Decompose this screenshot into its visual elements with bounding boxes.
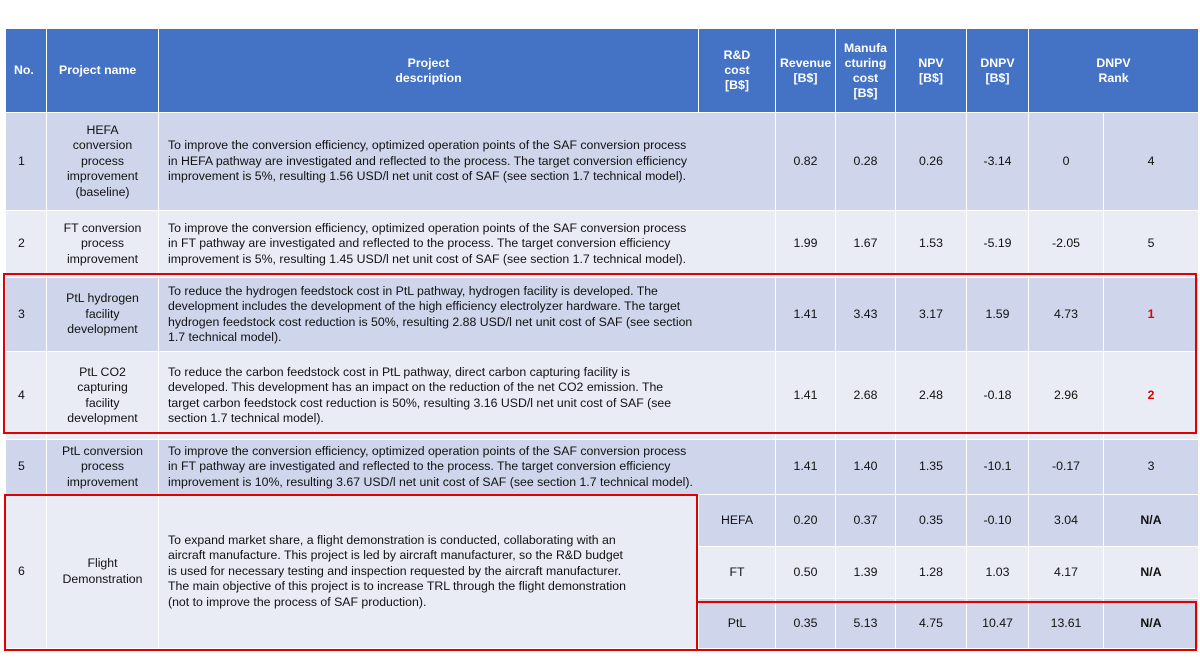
text-line: improvement is 10%, resulting 3.67 USD/l net unit cost of SAF (see section 1.7 technical model). bbox=[168, 474, 693, 489]
text-line: in FT pathway are investigated and reflected to the process. The target conversion efficiency bbox=[168, 459, 671, 474]
cell-revenue: 5.13 bbox=[836, 599, 896, 649]
cell-dnpv: 13.61 bbox=[1029, 599, 1104, 649]
text-line: process bbox=[80, 236, 125, 251]
cell-project-name bbox=[47, 495, 159, 649]
header-manufacturing-cost: Manufa cturing cost [B$] bbox=[836, 29, 896, 113]
text-line: To reduce the hydrogen feedstock cost in PtL pathway, hydrogen facility is developed. The bbox=[168, 283, 658, 298]
cell-dnpv-rank: 3 bbox=[1104, 440, 1199, 495]
cell-description bbox=[159, 495, 699, 649]
cell-revenue: 0.37 bbox=[836, 495, 896, 547]
cell-revenue: 3.43 bbox=[836, 278, 896, 352]
text-line: improvement is 5%, resulting 1.56 USD/l net unit cost of SAF (see section 1.7 technical model). bbox=[168, 169, 687, 184]
text-line: Flight bbox=[87, 556, 118, 570]
cell-manufacturing-cost: 2.48 bbox=[896, 352, 967, 440]
cell-dnpv: 4.17 bbox=[1029, 547, 1104, 599]
text-line: improvement is 5%, resulting 1.45 USD/l net unit cost of SAF (see section 1.7 technical model). bbox=[168, 251, 687, 266]
cell-npv: -5.19 bbox=[967, 211, 1029, 278]
text-line: PtL hydrogen bbox=[66, 291, 139, 306]
table-row bbox=[6, 440, 1199, 495]
cell-revenue: 1.40 bbox=[836, 440, 896, 495]
cell-dnpv: 4.73 bbox=[1029, 278, 1104, 352]
text-line: developed. This development has an impact on the reduction of the net CO2 emission. The bbox=[168, 380, 664, 394]
cell-npv: -0.18 bbox=[967, 352, 1029, 440]
text-line: Demonstration bbox=[62, 571, 143, 586]
text-line: 1.7 technical model). bbox=[168, 330, 282, 344]
text-line: (not to improve the process of SAF production). bbox=[168, 594, 427, 609]
text-line: improvement bbox=[66, 474, 139, 489]
cell-description bbox=[159, 440, 776, 495]
cell-project-name bbox=[47, 278, 159, 352]
cell-no: 4 bbox=[6, 352, 47, 440]
cell-description bbox=[159, 352, 776, 440]
cell-npv: 10.47 bbox=[967, 599, 1029, 649]
cell-dnpv-rank: 2 bbox=[1104, 352, 1199, 440]
cell-manufacturing-cost: 1.28 bbox=[896, 547, 967, 599]
table-row bbox=[6, 113, 1199, 211]
header-row bbox=[6, 29, 1199, 113]
text-line: PtL CO2 bbox=[79, 364, 126, 379]
text-line: (baseline) bbox=[75, 184, 130, 199]
text-line: FT conversion bbox=[63, 220, 142, 235]
text-line: To improve the conversion efficiency, optimized operation points of the SAF conversion process bbox=[168, 443, 687, 458]
table-row bbox=[6, 211, 1199, 278]
text-line: capturing bbox=[77, 380, 128, 394]
cell-rd-cost: 1.41 bbox=[776, 440, 836, 495]
text-line: section 1.7 technical model). bbox=[168, 411, 324, 425]
table-row bbox=[6, 352, 1199, 440]
header-npv: NPV [B$] bbox=[896, 29, 967, 113]
cell-dnpv: -0.17 bbox=[1029, 440, 1104, 495]
cell-no: 1 bbox=[6, 113, 47, 211]
cell-dnpv-rank: 1 bbox=[1104, 278, 1199, 352]
cell-description bbox=[159, 278, 776, 352]
cell-manufacturing-cost: 4.75 bbox=[896, 599, 967, 649]
cell-npv: 1.03 bbox=[967, 547, 1029, 599]
cell-dnpv: 0 bbox=[1029, 113, 1104, 211]
header-project-description: Project description bbox=[159, 29, 699, 113]
cell-pathway: FT bbox=[699, 547, 776, 599]
project-table bbox=[5, 28, 1199, 649]
cell-no: 2 bbox=[6, 211, 47, 278]
text-line: To expand market share, a flight demonstration is conducted, collaborating with an bbox=[168, 532, 616, 547]
cell-revenue: 1.39 bbox=[836, 547, 896, 599]
cell-rd-cost: 1.41 bbox=[776, 352, 836, 440]
text-line: facility bbox=[85, 306, 120, 321]
cell-no: 5 bbox=[6, 440, 47, 495]
cell-dnpv-rank: 5 bbox=[1104, 211, 1199, 278]
text-line: target carbon feedstock cost reduction is 50%, resulting 3.16 USD/l net unit cost of SAF (see bbox=[168, 395, 672, 410]
text-line: in HEFA pathway are investigated and reflected to the process. The target conversion efficiency bbox=[168, 153, 688, 168]
cell-rd-cost: 0.82 bbox=[776, 113, 836, 211]
cell-rd-cost: 0.20 bbox=[776, 495, 836, 547]
slide bbox=[5, 28, 1198, 649]
table-row bbox=[6, 278, 1199, 352]
header-dnpv: DNPV [B$] bbox=[967, 29, 1029, 113]
cell-rd-cost: 0.50 bbox=[776, 547, 836, 599]
text-line: improvement bbox=[66, 169, 139, 184]
text-line: process bbox=[80, 153, 125, 168]
cell-revenue: 1.67 bbox=[836, 211, 896, 278]
cell-description bbox=[159, 113, 776, 211]
text-line: process bbox=[80, 459, 125, 474]
cell-dnpv-rank: 4 bbox=[1104, 113, 1199, 211]
cell-project-name bbox=[47, 352, 159, 440]
cell-project-name bbox=[47, 211, 159, 278]
cell-manufacturing-cost: 1.53 bbox=[896, 211, 967, 278]
cell-dnpv: -2.05 bbox=[1029, 211, 1104, 278]
text-line: hydrogen feedstock cost reduction is 50%, resulting 2.88 USD/l net unit cost of SAF (see section bbox=[168, 314, 693, 329]
cell-description bbox=[159, 211, 776, 278]
text-line: in FT pathway are investigated and reflected to the process. The target conversion efficiency bbox=[168, 236, 671, 251]
text-line: development includes the development of the high efficiency electrolyzer hardware. The target bbox=[168, 299, 681, 313]
text-line: facility bbox=[85, 395, 120, 410]
text-line: is used for necessary testing and inspection requested by the aircraft manufacturer. bbox=[168, 563, 622, 578]
cell-rd-cost: 1.99 bbox=[776, 211, 836, 278]
cell-manufacturing-cost: 1.35 bbox=[896, 440, 967, 495]
cell-npv: -10.1 bbox=[967, 440, 1029, 495]
cell-manufacturing-cost: 3.17 bbox=[896, 278, 967, 352]
cell-revenue: 0.28 bbox=[836, 113, 896, 211]
cell-npv: -3.14 bbox=[967, 113, 1029, 211]
header-dnpv-rank: DNPV Rank bbox=[1029, 29, 1199, 113]
cell-manufacturing-cost: 0.35 bbox=[896, 495, 967, 547]
text-line: development bbox=[67, 322, 138, 337]
cell-project-name bbox=[47, 440, 159, 495]
text-line: HEFA bbox=[86, 122, 119, 137]
cell-project-name bbox=[47, 113, 159, 211]
cell-revenue: 2.68 bbox=[836, 352, 896, 440]
cell-npv: -0.10 bbox=[967, 495, 1029, 547]
cell-npv: 1.59 bbox=[967, 278, 1029, 352]
header-revenue: Revenue [B$] bbox=[776, 29, 836, 113]
cell-rd-cost: 0.35 bbox=[776, 599, 836, 649]
table-row bbox=[6, 495, 1199, 547]
cell-no: 3 bbox=[6, 278, 47, 352]
text-line: To improve the conversion efficiency, optimized operation points of the SAF conversion process bbox=[168, 138, 687, 153]
cell-dnpv-rank: N/A bbox=[1104, 547, 1199, 599]
cell-pathway: PtL bbox=[699, 599, 776, 649]
cell-manufacturing-cost: 0.26 bbox=[896, 113, 967, 211]
cell-dnpv: 2.96 bbox=[1029, 352, 1104, 440]
text-line: improvement bbox=[66, 251, 139, 266]
cell-pathway: HEFA bbox=[699, 495, 776, 547]
cell-rd-cost: 1.41 bbox=[776, 278, 836, 352]
header-no: No. bbox=[6, 29, 47, 113]
cell-dnpv-rank: N/A bbox=[1104, 599, 1199, 649]
header-rd-cost: R&D cost [B$] bbox=[699, 29, 776, 113]
text-line: aircraft manufacture. This project is led by aircraft manufacturer, so the R&D budget bbox=[168, 548, 623, 563]
text-line: The main objective of this project is to increase TRL through the flight demonstration bbox=[168, 579, 626, 594]
header-project-name: Project name bbox=[47, 29, 159, 113]
text-line: development bbox=[67, 411, 138, 425]
cell-dnpv-rank: N/A bbox=[1104, 495, 1199, 547]
text-line: PtL conversion bbox=[62, 443, 143, 458]
cell-dnpv: 3.04 bbox=[1029, 495, 1104, 547]
text-line: conversion bbox=[72, 138, 133, 153]
cell-no: 6 bbox=[6, 495, 47, 649]
text-line: To reduce the carbon feedstock cost in PtL pathway, direct carbon capturing facility is bbox=[168, 364, 631, 379]
text-line: To improve the conversion efficiency, optimized operation points of the SAF conversion process bbox=[168, 220, 687, 235]
